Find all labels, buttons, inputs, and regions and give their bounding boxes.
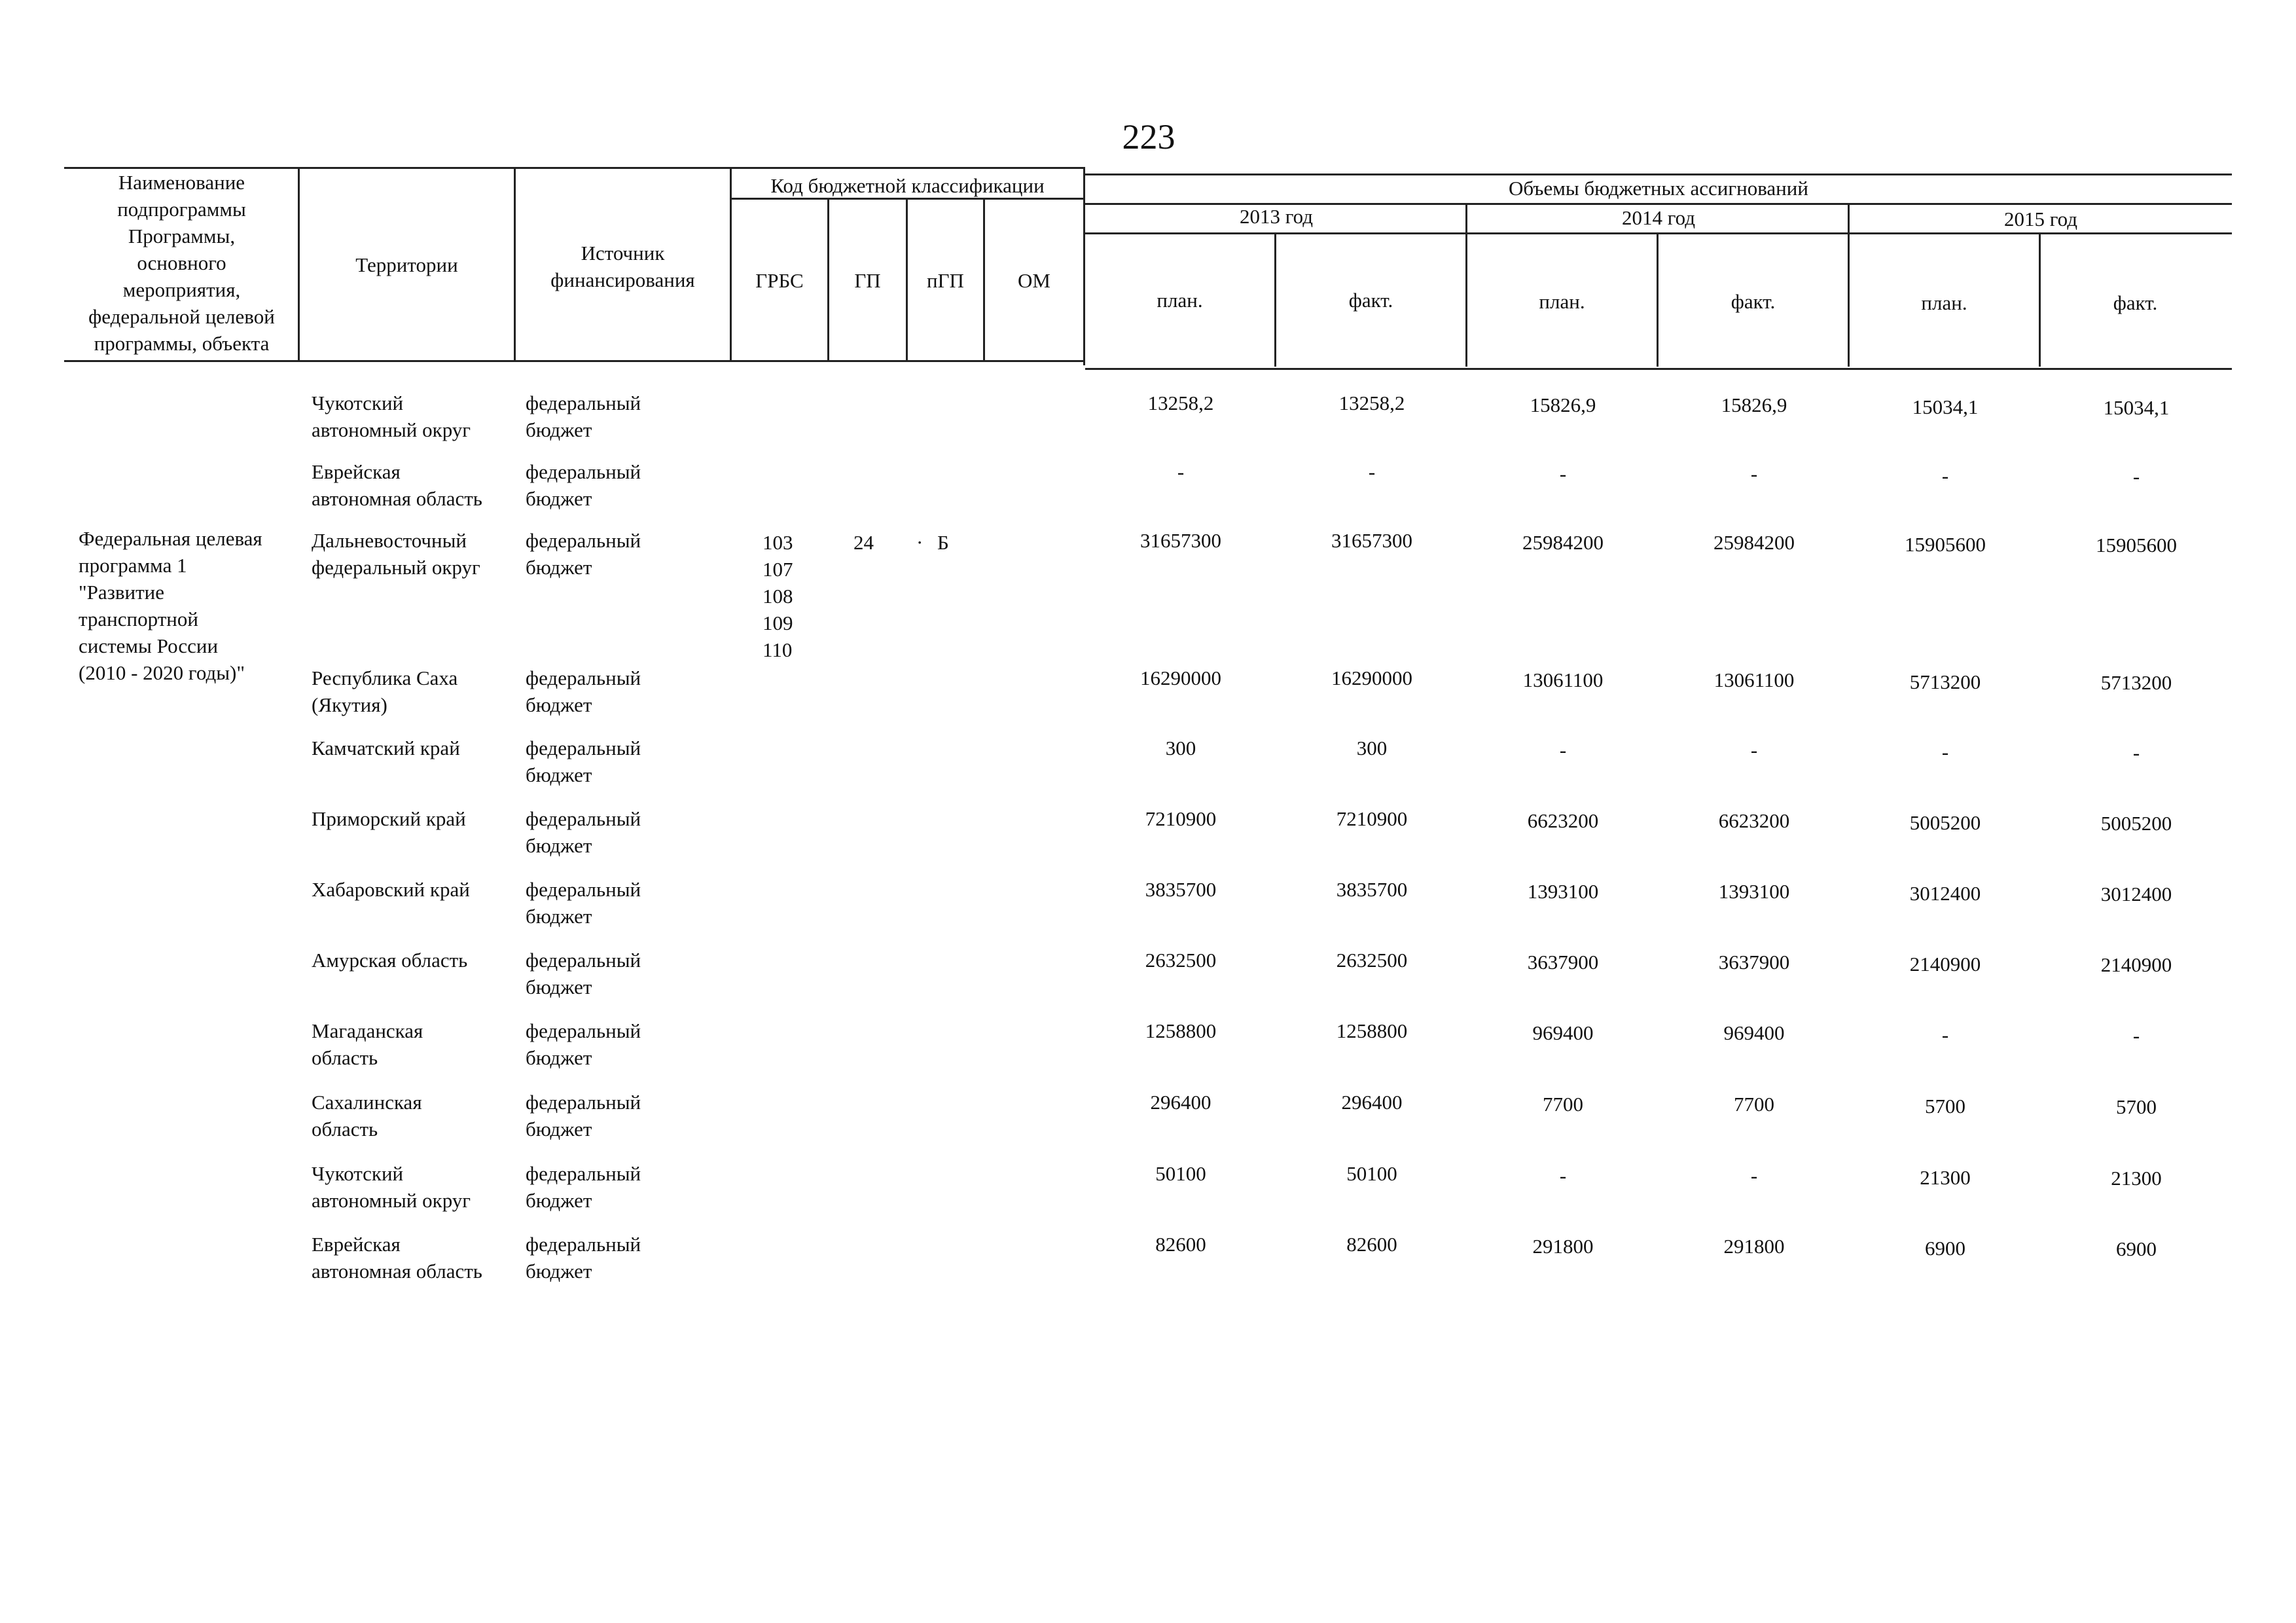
row-territory: Дальневосточный федеральный округ [312, 529, 480, 579]
row-value: 3012400 [2100, 883, 2172, 905]
row-value: - [1941, 740, 1949, 763]
row-value: 296400 [1341, 1091, 1403, 1114]
row-source: федеральный бюджет [526, 737, 641, 786]
row-territory: Еврейская автономная область [312, 1233, 482, 1283]
header-program-name: Наименование подпрограммы Программы, основного мероприятия, федеральной целевой программы, объекта [88, 171, 275, 355]
row-value: 7210900 [1336, 807, 1408, 830]
row-value: 15905600 [2096, 534, 2177, 556]
row-source: федеральный бюджет [526, 392, 641, 441]
row-value: 3835700 [1145, 878, 1217, 901]
program-name: Федеральная целевая программа 1 "Развитие транспортной системы России (2010 - 2020 годы)" [79, 527, 262, 684]
row-source: федеральный бюджет [526, 529, 641, 579]
header-pgp: пГП [927, 269, 964, 292]
header-fact-2014: факт. [1731, 290, 1776, 313]
row-territory: Республика Саха (Якутия) [312, 666, 458, 716]
row-source: федеральный бюджет [526, 949, 641, 998]
header-fact-2015: факт. [2113, 291, 2158, 314]
row-value: 50100 [1346, 1162, 1397, 1185]
row-value: 15826,9 [1721, 393, 1787, 416]
row-value: 3835700 [1336, 878, 1408, 901]
row-value: 13061100 [1522, 668, 1604, 691]
row-territory: Чукотский автономный округ [312, 1162, 471, 1212]
row-value: 31657300 [1331, 529, 1412, 552]
header-year-2015: 2015 год [2003, 208, 2078, 230]
row-value: - [1559, 462, 1567, 485]
row-value: 16290000 [1140, 666, 1221, 689]
header-plan-2013: план. [1157, 289, 1203, 312]
row-territory: Сахалинская область [312, 1091, 422, 1140]
program-grbs: 103 107 108 109 110 [762, 531, 793, 661]
row-value: 5713200 [2100, 671, 2172, 694]
row-territory: Еврейская автономная область [312, 460, 482, 510]
row-value: - [2132, 465, 2140, 488]
row-value: 5005200 [2100, 812, 2172, 835]
row-territory: Камчатский край [312, 737, 460, 759]
row-value: 16290000 [1331, 666, 1412, 689]
header-plan-2014: план. [1539, 290, 1585, 313]
row-value: - [1559, 739, 1567, 761]
row-value: - [2132, 1024, 2140, 1047]
row-territory: Приморский край [312, 807, 466, 830]
header-source: Источник финансирования [550, 242, 695, 291]
header-year-2013: 2013 год [1239, 205, 1314, 228]
row-value: 291800 [1532, 1235, 1594, 1258]
row-value: 25984200 [1522, 531, 1604, 554]
row-value: 13061100 [1713, 668, 1795, 691]
row-value: 5005200 [1909, 811, 1981, 834]
row-value: - [1177, 460, 1185, 483]
header-year-2014: 2014 год [1621, 206, 1696, 229]
row-value: 7210900 [1145, 807, 1217, 830]
row-value: - [1750, 1164, 1758, 1187]
row-value: 15034,1 [1912, 395, 1979, 418]
header-gp: ГП [854, 269, 881, 292]
row-value: 296400 [1150, 1091, 1211, 1114]
row-value: 6900 [1925, 1237, 1965, 1260]
row-territory: Чукотский автономный округ [312, 392, 471, 441]
row-territory: Хабаровский край [312, 878, 470, 901]
page-number: 223 [1122, 117, 1175, 156]
header-bk-group: Код бюджетной классификации [770, 174, 1045, 197]
row-source: федеральный бюджет [526, 1233, 641, 1283]
header-bottom-rule-right [1085, 368, 2232, 370]
row-value: - [1941, 1023, 1949, 1046]
row-value: 21300 [1920, 1166, 1971, 1189]
row-value: 82600 [1155, 1233, 1206, 1256]
row-source: федеральный бюджет [526, 878, 641, 928]
header-volumes-group: Объемы бюджетных ассигнований [1509, 177, 1808, 200]
row-value: 300 [1165, 737, 1196, 759]
row-value: 82600 [1346, 1233, 1397, 1256]
row-value: 969400 [1532, 1021, 1594, 1044]
header-om: ОМ [1018, 269, 1050, 292]
row-value: - [2132, 741, 2140, 764]
row-value: - [1559, 1164, 1567, 1187]
row-value: 1393100 [1527, 880, 1599, 903]
row-value: 2632500 [1336, 949, 1408, 972]
row-value: 1258800 [1336, 1019, 1408, 1042]
row-value: - [1368, 460, 1376, 483]
header-grbs: ГРБС [755, 269, 804, 292]
row-source: федеральный бюджет [526, 1091, 641, 1140]
row-value: 13258,2 [1147, 392, 1214, 414]
row-value: 1393100 [1718, 880, 1790, 903]
row-value: 2632500 [1145, 949, 1217, 972]
row-source: федеральный бюджет [526, 807, 641, 857]
row-value: 5713200 [1909, 670, 1981, 693]
row-value: - [1941, 464, 1949, 487]
row-value: 21300 [2111, 1167, 2162, 1190]
program-gp: 24 [853, 531, 874, 554]
row-value: 31657300 [1140, 529, 1221, 552]
row-value: 6623200 [1718, 809, 1790, 832]
row-value: 1258800 [1145, 1019, 1217, 1042]
row-source: федеральный бюджет [526, 666, 641, 716]
row-value: 5700 [1925, 1095, 1965, 1118]
program-pgp: Б [937, 531, 949, 554]
row-value: 50100 [1155, 1162, 1206, 1185]
row-territory: Магаданская область [312, 1019, 423, 1069]
row-value: 3637900 [1527, 951, 1599, 974]
header-territory: Территории [355, 253, 458, 276]
header-bottom-rule-left [64, 360, 1085, 362]
row-value: 300 [1356, 737, 1388, 759]
row-source: федеральный бюджет [526, 1162, 641, 1212]
row-value: 15034,1 [2103, 396, 2170, 419]
row-value: 15826,9 [1530, 393, 1596, 416]
row-territory: Амурская область [312, 949, 468, 972]
program-pgp-mark: · [916, 531, 924, 554]
row-source: федеральный бюджет [526, 1019, 641, 1069]
row-value: 7700 [1734, 1093, 1774, 1116]
row-value: 291800 [1723, 1235, 1785, 1258]
row-value: 3012400 [1909, 882, 1981, 905]
row-value: 7700 [1543, 1093, 1583, 1116]
row-source: федеральный бюджет [526, 460, 641, 510]
row-value: 6623200 [1527, 809, 1599, 832]
header-plan-2015: план. [1921, 291, 1967, 314]
row-value: 2140900 [1909, 953, 1981, 976]
header-fact-2013: факт. [1348, 289, 1393, 312]
row-value: 25984200 [1713, 531, 1795, 554]
row-value: 969400 [1723, 1021, 1785, 1044]
header-years-rule [1085, 232, 2232, 234]
row-value: 2140900 [2100, 953, 2172, 976]
row-value: 13258,2 [1338, 392, 1405, 414]
row-value: 15905600 [1905, 533, 1986, 556]
row-value: 3637900 [1718, 951, 1790, 974]
row-value: 5700 [2116, 1095, 2157, 1118]
row-value: - [1750, 739, 1758, 761]
row-value: - [1750, 462, 1758, 485]
row-value: 6900 [2116, 1237, 2157, 1260]
